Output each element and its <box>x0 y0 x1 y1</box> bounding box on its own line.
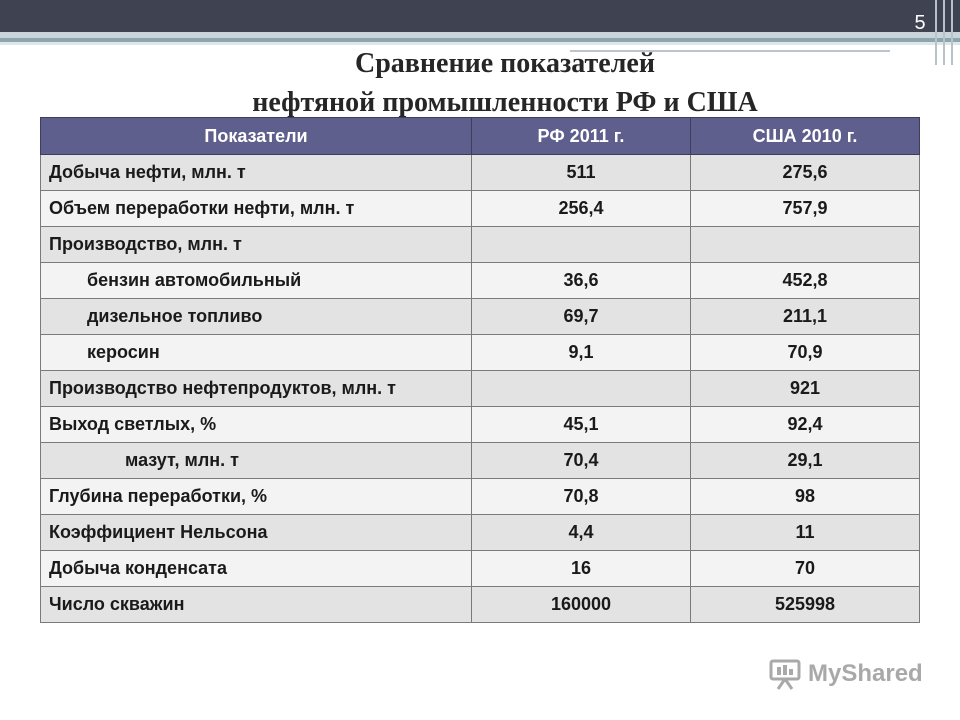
row-label: Выход светлых, % <box>41 407 472 443</box>
usa-value: 92,4 <box>691 407 920 443</box>
rf-value: 160000 <box>472 587 691 623</box>
table-row <box>41 371 920 407</box>
rf-value: 36,6 <box>472 263 691 299</box>
decor-vertical-line <box>951 0 953 65</box>
table-header-row <box>41 118 920 155</box>
decor-vertical-line <box>935 0 937 65</box>
table-row <box>41 227 920 263</box>
rf-value: 256,4 <box>472 191 691 227</box>
table-row <box>41 587 920 623</box>
table-row <box>41 191 920 227</box>
row-label: Производство нефтепродуктов, млн. т <box>41 371 472 407</box>
slide-number: 5 <box>914 12 926 34</box>
header-rf-2011: РФ 2011 г. <box>472 118 691 155</box>
presentation-board-icon <box>768 657 802 691</box>
table-row <box>41 443 920 479</box>
row-label: Глубина переработки, % <box>41 479 472 515</box>
usa-value: 275,6 <box>691 155 920 191</box>
table-row <box>41 479 920 515</box>
table-row <box>41 335 920 371</box>
rf-value: 511 <box>472 155 691 191</box>
row-label: Производство, млн. т <box>41 227 472 263</box>
header-usa-2010: США 2010 г. <box>691 118 920 155</box>
slide-title <box>230 44 780 122</box>
row-label: керосин <box>41 335 472 371</box>
watermark-text: MyShared <box>808 660 923 687</box>
decor-vertical-line <box>943 0 945 65</box>
rf-value: 45,1 <box>472 407 691 443</box>
usa-value: 70 <box>691 551 920 587</box>
usa-value: 757,9 <box>691 191 920 227</box>
rf-value: 4,4 <box>472 515 691 551</box>
usa-value: 452,8 <box>691 263 920 299</box>
table-row <box>41 263 920 299</box>
row-label: Добыча конденсата <box>41 551 472 587</box>
row-label: Добыча нефти, млн. т <box>41 155 472 191</box>
usa-value: 29,1 <box>691 443 920 479</box>
usa-value: 525998 <box>691 587 920 623</box>
table-row <box>41 299 920 335</box>
usa-value: 98 <box>691 479 920 515</box>
rf-value: 70,8 <box>472 479 691 515</box>
row-label: Число скважин <box>41 587 472 623</box>
usa-value: 70,9 <box>691 335 920 371</box>
table-row <box>41 407 920 443</box>
header-indicator: Показатели <box>41 118 472 155</box>
usa-value: 921 <box>691 371 920 407</box>
title-line-1: Сравнение показателей <box>355 48 655 79</box>
usa-value: 11 <box>691 515 920 551</box>
table-row <box>41 515 920 551</box>
usa-value: 211,1 <box>691 299 920 335</box>
row-label: Коэффициент Нельсона <box>41 515 472 551</box>
comparison-table <box>40 117 920 623</box>
row-label: мазут, млн. т <box>41 443 472 479</box>
row-label: Объем переработки нефти, млн. т <box>41 191 472 227</box>
table-row <box>41 551 920 587</box>
title-line-2: нефтяной промышленности РФ и США <box>252 87 758 118</box>
rf-value: 9,1 <box>472 335 691 371</box>
rf-value <box>472 227 691 263</box>
row-label: дизельное топливо <box>41 299 472 335</box>
usa-value <box>691 227 920 263</box>
rf-value: 70,4 <box>472 443 691 479</box>
row-label: бензин автомобильный <box>41 263 472 299</box>
rf-value: 16 <box>472 551 691 587</box>
rf-value: 69,7 <box>472 299 691 335</box>
rf-value <box>472 371 691 407</box>
myshared-logo <box>768 657 923 691</box>
top-bar <box>0 0 960 32</box>
table-row <box>41 155 920 191</box>
